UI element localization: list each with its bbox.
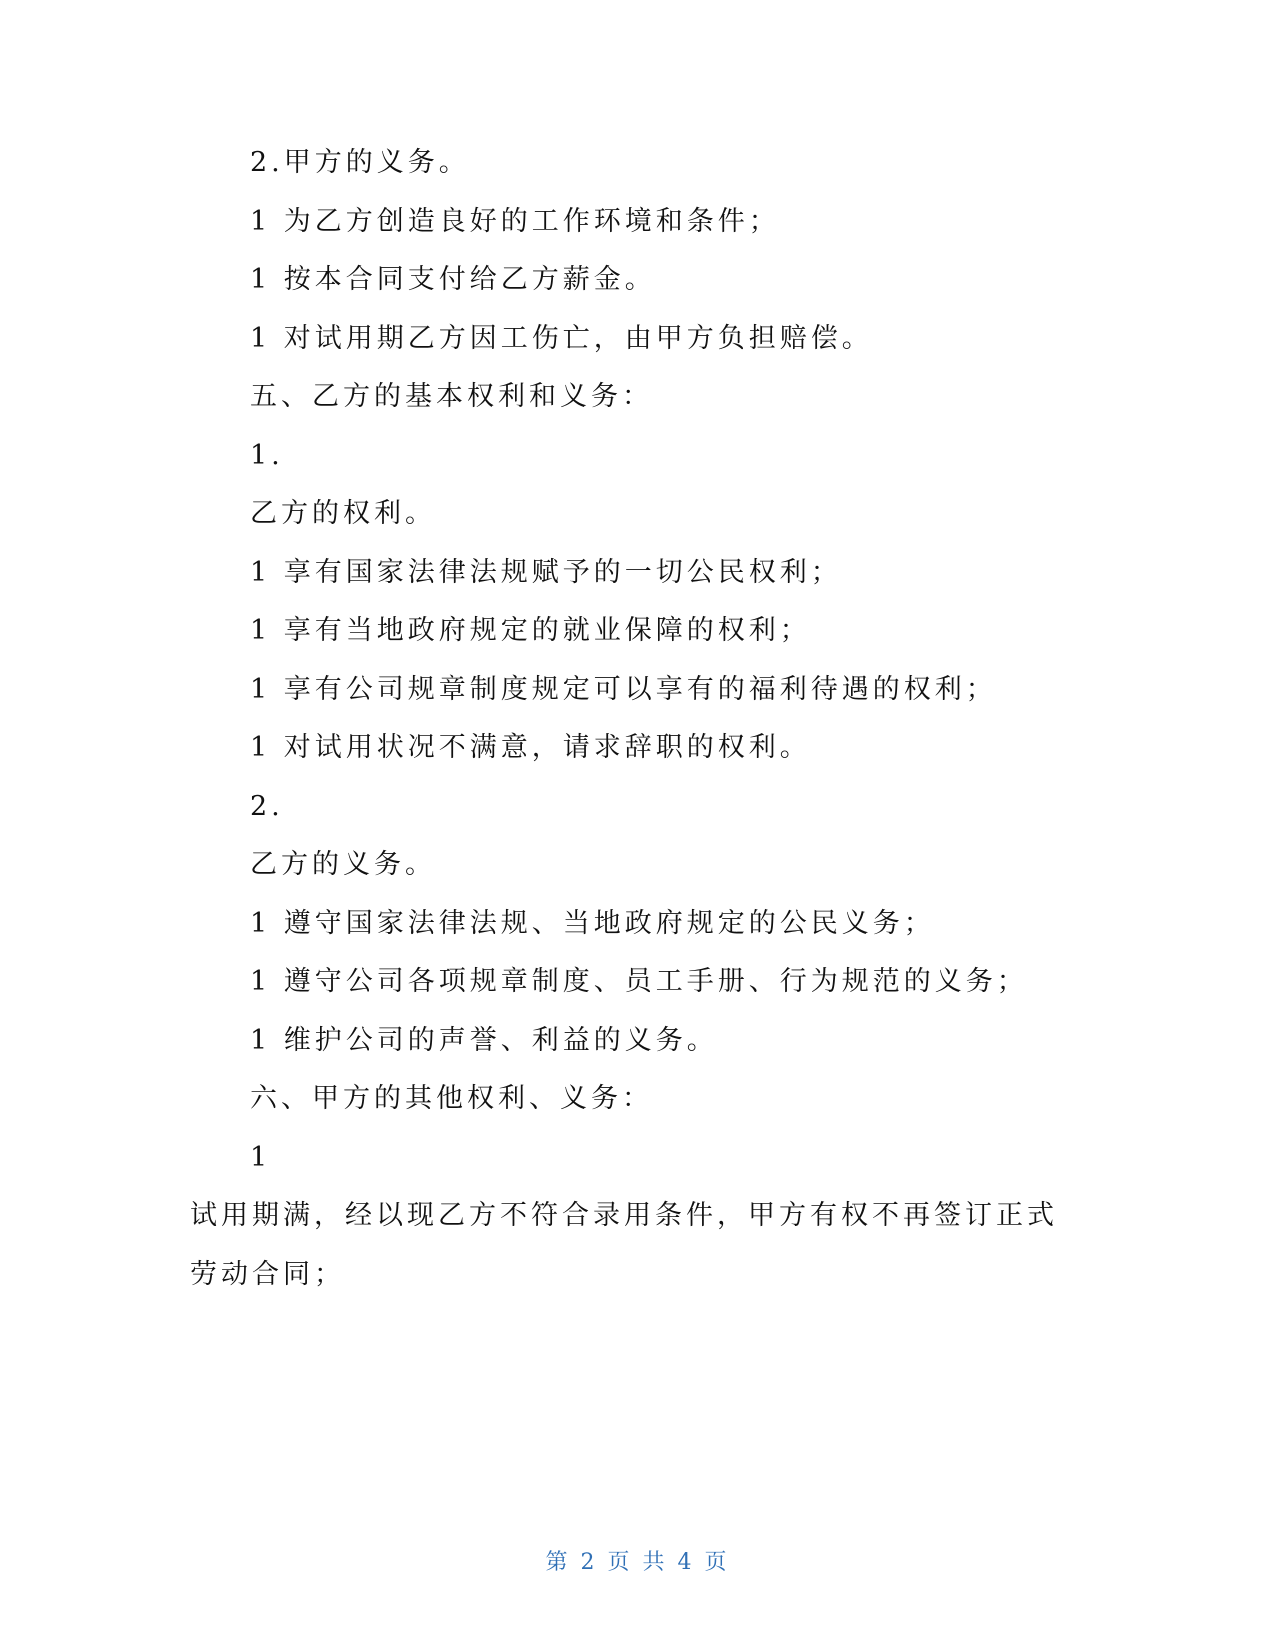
text-line: 1 享有国家法律法规赋予的一切公民权利； [250, 557, 842, 588]
text-line: 1 按本合同支付给乙方薪金。 [250, 264, 656, 295]
text-line: 1 对试用期乙方因工伤亡，由甲方负担赔偿。 [250, 323, 873, 354]
text-line: 劳动合同； [190, 1259, 345, 1290]
text-line: 2.甲方的义务。 [250, 147, 470, 178]
list-number: 1. [250, 440, 284, 471]
subheading: 乙方的权利。 [250, 498, 436, 529]
text-line: 1 遵守国家法律法规、当地政府规定的公民义务； [250, 908, 935, 939]
list-number: 2. [250, 791, 284, 822]
section-heading: 五、乙方的基本权利和义务： [250, 381, 653, 412]
text-line: 1 享有公司规章制度规定可以享有的福利待遇的权利； [250, 674, 997, 705]
text-line: 1 为乙方创造良好的工作环境和条件； [250, 206, 780, 237]
text-line: 1 维护公司的声誉、利益的义务。 [250, 1025, 718, 1056]
list-number: 1 [250, 1142, 272, 1173]
section-heading: 六、甲方的其他权利、义务： [250, 1083, 653, 1114]
text-line: 试用期满，经以现乙方不符合录用条件，甲方有权不再签订正式 [190, 1200, 1058, 1231]
text-line: 1 遵守公司各项规章制度、员工手册、行为规范的义务； [250, 966, 1028, 997]
text-line: 1 对试用状况不满意，请求辞职的权利。 [250, 732, 811, 763]
page-number-footer: 第 2 页 共 4 页 [545, 1550, 730, 1575]
text-line: 1 享有当地政府规定的就业保障的权利； [250, 615, 811, 646]
subheading: 乙方的义务。 [250, 849, 436, 880]
